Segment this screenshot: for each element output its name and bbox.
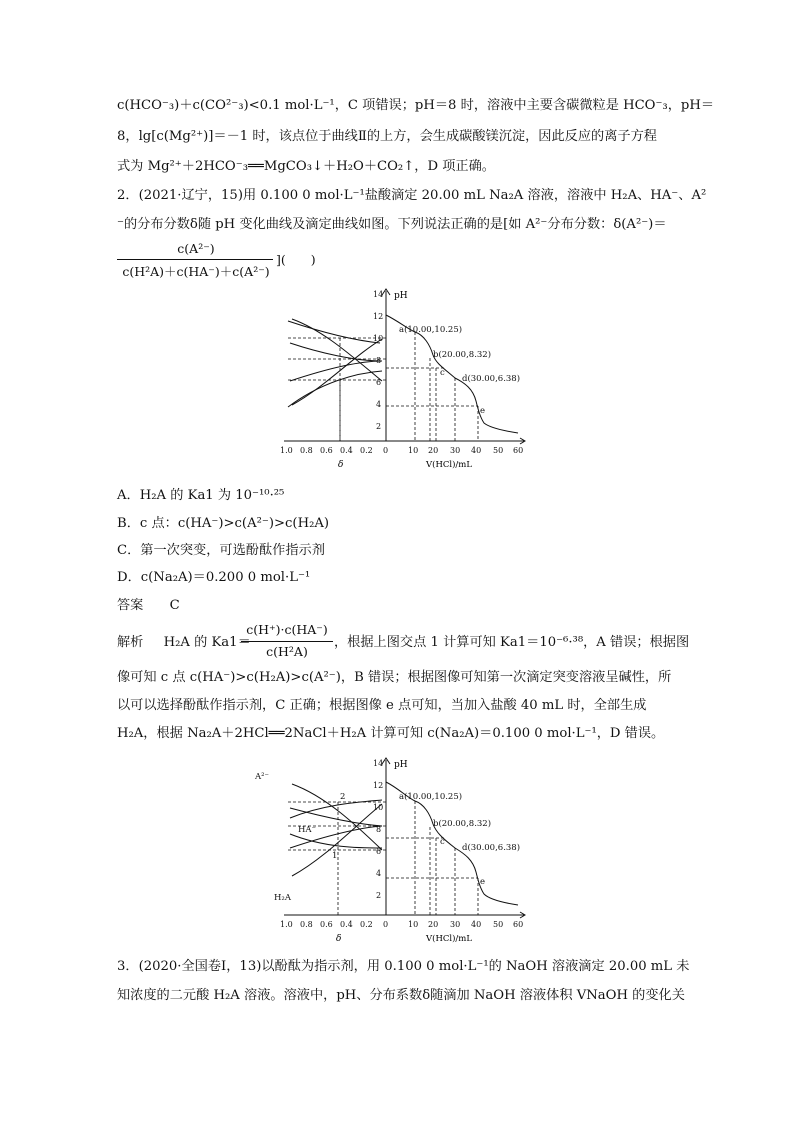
delta-tick-0-2: 0.2 (360, 920, 373, 929)
v-tick-20: 20 (428, 920, 439, 929)
exp-fraction-bar (241, 641, 333, 642)
exp-l1-b: ，根据上图交点 1 计算可知 Ka1＝10⁻⁶·³⁸，A 错误；根据图 (334, 635, 690, 650)
explanation-line-1 (117, 634, 251, 652)
option-b: B．c 点：c(HA⁻)>c(A²⁻)>c(H₂A) (117, 516, 330, 531)
xlabel-vhcl: V(HCl)/mL (426, 934, 472, 944)
option-c: C．第一次突变，可选酚酞作指示剂 (117, 543, 325, 558)
ylabel-ph: pH (394, 291, 408, 301)
curve-lower (290, 834, 382, 848)
text-line-1: c(HCO⁻₃)＋c(CO²⁻₃)<0.1 mol·L⁻¹，C 项错误；pH＝8 时，溶液中主要含碳微粒是 HCO⁻₃，pH＝ (117, 98, 715, 113)
y-tick-14: 14 (373, 759, 384, 768)
y-tick-4: 4 (376, 400, 382, 409)
question-3-line-2: 知浓度的二元酸 H₂A 溶液。溶液中，pH、分布系数δ随滴加 NaOH 溶液体积 VNaOH 的变化关 (117, 988, 685, 1003)
guide-lines (288, 332, 478, 441)
q2-fraction-bar (117, 259, 273, 260)
point-a-label: a(10.00,10.25) (399, 325, 463, 335)
label-a2: A²⁻ (255, 772, 270, 782)
curve-a2 (292, 319, 382, 381)
exp-fraction-denominator: c(H²A) (266, 644, 308, 659)
label-intersection-1: 1 (332, 851, 338, 861)
y-tick-6: 6 (376, 378, 382, 387)
point-b-label: b(20.00,8.32) (433, 350, 492, 360)
delta-tick-0-6: 0.6 (320, 920, 333, 929)
curve-h2a-lower (288, 371, 382, 407)
q2-fraction-numerator: c(A²⁻) (177, 241, 215, 256)
distribution-titration-chart-1 (270, 283, 530, 473)
point-labels (399, 324, 520, 416)
v-tick-30: 30 (450, 446, 461, 455)
xlabel-vhcl: V(HCl)/mL (426, 460, 472, 470)
delta-tick-0: 0 (383, 446, 389, 455)
answer-value: C (169, 598, 180, 613)
delta-curves (288, 319, 382, 407)
delta-tick-0-4: 0.4 (340, 920, 353, 929)
v-tick-10: 10 (408, 446, 419, 455)
y-tick-2: 2 (376, 891, 382, 900)
ylabel-ph: pH (394, 760, 408, 770)
xlabel-delta: δ (338, 460, 344, 470)
explanation-label: 解析 (117, 635, 144, 650)
v-tick-40: 40 (471, 446, 482, 455)
y-tick-12: 12 (373, 781, 384, 790)
point-b-label: b(20.00,8.32) (433, 819, 492, 829)
v-tick-60: 60 (513, 920, 524, 929)
exp-l1-a: H₂A 的 Ka1＝ (163, 635, 251, 650)
distribution-titration-chart-2 (255, 752, 530, 946)
v-tick-50: 50 (493, 446, 504, 455)
y-tick-2: 2 (376, 422, 382, 431)
delta-tick-0-2: 0.2 (360, 446, 373, 455)
question-3-line-1: 3．(2020·全国卷Ⅰ，13)以酚酞为指示剂，用 0.100 0 mol·L⁻¹的 NaOH 溶液滴定 20.00 mL 未 (117, 959, 690, 974)
delta-tick-0-8: 0.8 (300, 446, 313, 455)
y-tick-8: 8 (376, 825, 382, 834)
point-a-label: a(10.00,10.25) (399, 792, 463, 802)
question-2-line-2: ⁻的分布分数δ随 pH 变化曲线及滴定曲线如图。下列说法正确的是[如 A²⁻分布分数：δ(A²⁻)＝ (117, 217, 667, 232)
point-c-label: c (440, 368, 445, 378)
v-tick-labels (408, 446, 523, 455)
label-h2a: H₂A (274, 893, 291, 903)
y-tick-14: 14 (373, 290, 384, 299)
option-a: A．H₂A 的 Ka1 为 10⁻¹⁰·²⁵ (117, 488, 285, 503)
delta-tick-labels (280, 446, 388, 455)
delta-tick-0: 0 (383, 920, 389, 929)
v-tick-60: 60 (513, 446, 524, 455)
v-tick-40: 40 (471, 920, 482, 929)
point-e-label: e (480, 877, 486, 887)
point-labels (399, 791, 520, 887)
explanation-line-2: 像可知 c 点 c(HA⁻)>c(H₂A)>c(A²⁻)，B 错误；根据图像可知第一次滴定突变溶液呈碱性，所 (117, 670, 672, 685)
explanation-line-4: H₂A，根据 Na₂A＋2HCl══2NaCl＋H₂A 计算可知 c(Na₂A)＝0.100 0 mol·L⁻¹，D 错误。 (117, 726, 665, 741)
point-d-label: d(30.00,6.38) (462, 843, 521, 853)
y-tick-6: 6 (376, 847, 382, 856)
curve-a2-upper (288, 321, 380, 343)
option-d: D．c(Na₂A)＝0.200 0 mol·L⁻¹ (117, 570, 311, 585)
v-tick-labels (408, 920, 523, 929)
explanation-line-3: 以可以选择酚酞作指示剂，C 正确；根据图像 e 点可知，当加入盐酸 40 mL 时，全部生成 (117, 698, 647, 713)
y-tick-10: 10 (373, 803, 384, 812)
y-tick-8: 8 (376, 356, 382, 365)
v-tick-30: 30 (450, 920, 461, 929)
y-tick-10: 10 (373, 334, 384, 343)
y-tick-12: 12 (373, 312, 384, 321)
label-intersection-2: 2 (340, 792, 346, 802)
answer-label: 答案 (117, 598, 144, 613)
point-d-label: d(30.00,6.38) (462, 374, 521, 384)
text-line-2: 8，lg[c(Mg²⁺)]＝－1 时，该点位于曲线Ⅱ的上方，会生成碳酸镁沉淀，因此反应的离子方程 (117, 129, 657, 144)
curve-a2 (292, 784, 382, 850)
v-tick-10: 10 (408, 920, 419, 929)
q2-answer-bracket: ]( ) (276, 252, 316, 267)
delta-tick-0-6: 0.6 (320, 446, 333, 455)
delta-tick-1-0: 1.0 (280, 446, 293, 455)
y-tick-labels (373, 759, 383, 900)
label-ha: HA⁻ (298, 825, 317, 835)
point-e-label: e (480, 406, 486, 416)
delta-tick-labels (280, 920, 388, 929)
xlabel-delta: δ (336, 934, 342, 944)
q2-fraction-denominator: c(H²A)＋c(HA⁻)＋c(A²⁻) (122, 264, 270, 279)
v-tick-50: 50 (493, 920, 504, 929)
exp-fraction-numerator: c(H⁺)·c(HA⁻) (246, 622, 328, 637)
point-c-label: c (440, 837, 445, 847)
delta-tick-0-8: 0.8 (300, 920, 313, 929)
v-tick-20: 20 (428, 446, 439, 455)
delta-tick-0-4: 0.4 (340, 446, 353, 455)
question-2-line-1: 2．(2021·辽宁，15)用 0.100 0 mol·L⁻¹盐酸滴定 20.00 mL Na₂A 溶液，溶液中 H₂A、HA⁻、A² (117, 188, 707, 203)
curve-h2a (292, 804, 382, 876)
answer-row (117, 597, 180, 615)
text-line-3: 式为 Mg²⁺＋2HCO⁻₃══MgCO₃↓＋H₂O＋CO₂↑，D 项正确。 (117, 159, 495, 174)
y-tick-4: 4 (376, 869, 382, 878)
delta-tick-1-0: 1.0 (280, 920, 293, 929)
